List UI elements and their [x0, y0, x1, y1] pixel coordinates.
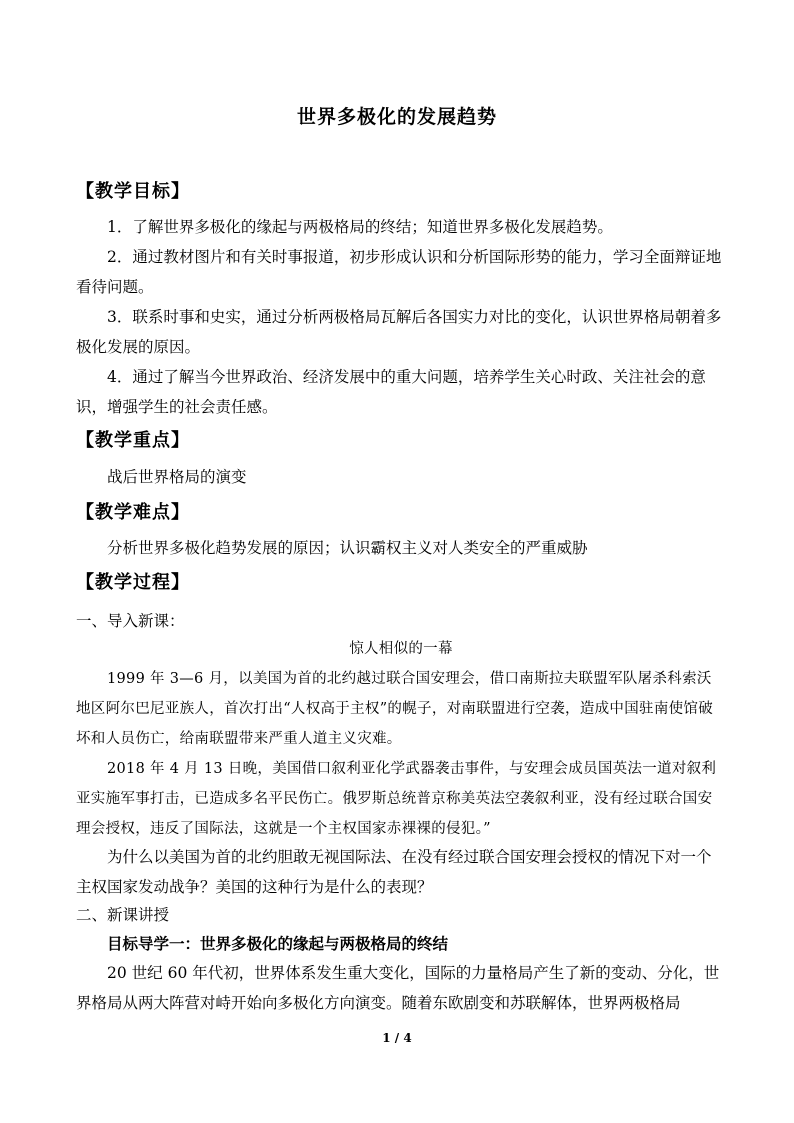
new-lesson-label: 二、新课讲授: [76, 906, 170, 924]
goal-one-heading: 目标导学一：世界多极化的缘起与两极格局的终结: [107, 934, 449, 953]
objective-item-1: 1．了解世界多极化的缘起与两极格局的终结；知道世界多极化发展趋势。: [107, 218, 613, 236]
case-paragraph-2: 2018 年 4 月 13 日晚，美国借口叙利亚化学武器袭击事件，与安理会成员国英法一道对叙利亚实施军事打击，已造成多名平民伤亡。俄罗斯总统普京称美英法空袭叙利亚，没有经过联合国安理会授权，违反了国际法，这就是一个主权国家赤裸裸的侵犯。”: [76, 761, 717, 837]
case-title: 惊人相似的一幕: [349, 641, 453, 657]
difficulties-text: 分析世界多极化趋势发展的原因；认识霸权主义对人类安全的严重威胁: [107, 539, 588, 557]
key-points-text: 战后世界格局的演变: [107, 468, 247, 486]
goal-one-paragraph: 20 世纪 60 年代初，世界体系发生重大变化，国际的力量格局产生了新的变动、分化，世界格局从两大阵营对峙开始向多极化方向演变。随着东欧剧变和苏联解体，世界两极格局: [76, 964, 720, 1012]
objective-item-4: 4．通过了解当今世界政治、经济发展中的重大问题，培养学生关心时政、关注社会的意识，增强学生的社会责任感。: [76, 368, 706, 416]
page-number: 1 / 4: [382, 1031, 412, 1045]
case-paragraph-1: 1999 年 3—6 月，以美国为首的北约越过联合国安理会，借口南斯拉夫联盟军队屠杀科索沃地区阿尔巴尼亚族人，首次打出“人权高于主权”的幌子，对南联盟进行空袭，造成中国驻南使馆破坏和人员伤亡，给南联盟带来严重人道主义灾难。: [76, 671, 714, 747]
lead-question: 为什么以美国为首的北约胆敢无视国际法、在没有经过联合国安理会授权的情况下对一个主权国家发动战争？美国的这种行为是什么的表现？: [76, 848, 712, 896]
intro-label: 一、导入新课：: [76, 612, 185, 630]
page-title: 世界多极化的发展趋势: [296, 106, 497, 128]
objectives-heading: 【教学目标】: [76, 181, 190, 202]
process-heading: 【教学过程】: [76, 572, 190, 593]
key-points-heading: 【教学重点】: [76, 430, 190, 451]
objective-item-3: 3．联系时事和史实，通过分析两极格局瓦解后各国实力对比的变化，认识世界格局朝着多极化发展的原因。: [76, 308, 722, 356]
objective-item-2: 2．通过教材图片和有关时事报道，初步形成认识和分析国际形势的能力，学习全面辩证地看待问题。: [76, 248, 722, 296]
difficulties-heading: 【教学难点】: [76, 502, 190, 523]
